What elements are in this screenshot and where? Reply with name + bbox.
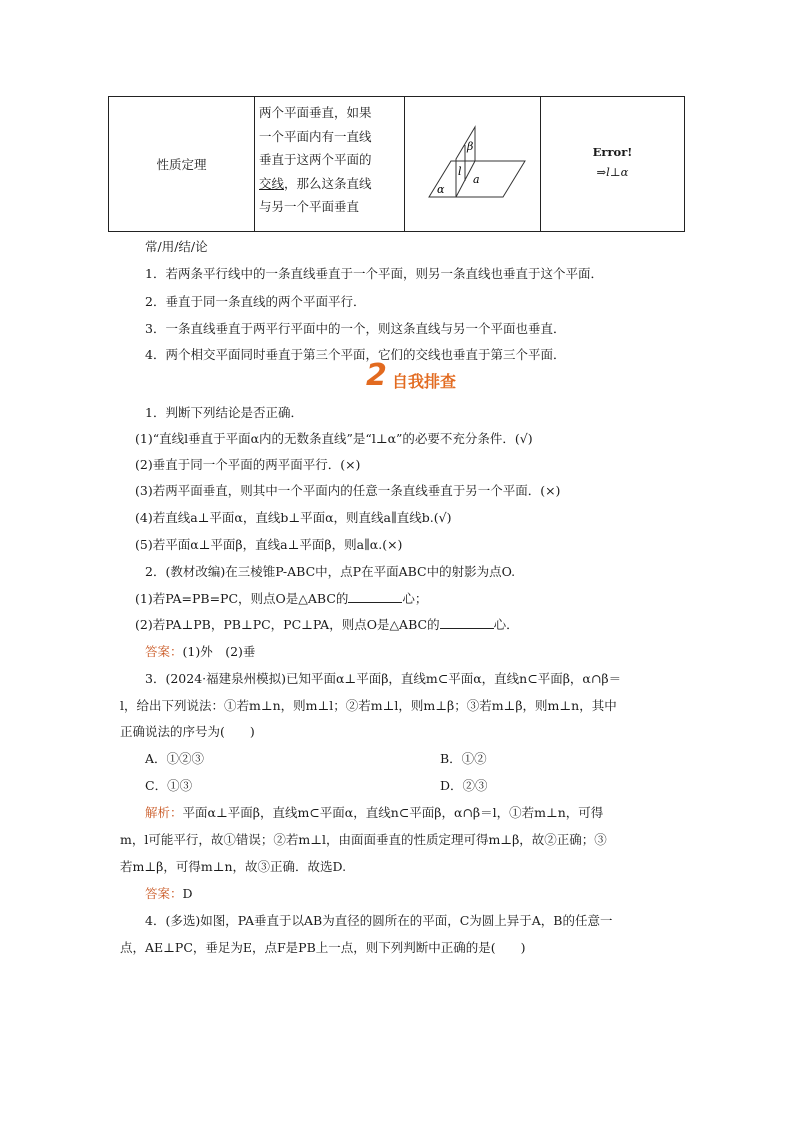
q3-option-d: D．②③ bbox=[440, 778, 488, 793]
conclusions-title: 常/用/结/论 bbox=[145, 239, 208, 254]
q2-answer bbox=[145, 642, 255, 660]
q1-item: (2)垂直于同一个平面的两平面平行．(×) bbox=[135, 457, 361, 472]
q3-line: 正确说法的序号为( ) bbox=[120, 724, 255, 739]
description-line: 垂直于这两个平面的 bbox=[259, 152, 372, 167]
table-result bbox=[541, 97, 684, 231]
q1-stem: 1．判断下列结论是否正确． bbox=[145, 405, 303, 420]
analysis-line: 若m⊥β，可得m⊥n，故③正确．故选D. bbox=[120, 859, 347, 874]
description-line bbox=[259, 172, 399, 196]
q1-item: (5)若平面α⊥平面β，直线a⊥平面β，则a∥α.(×) bbox=[135, 537, 403, 552]
description-line: 与另一个平面垂直 bbox=[259, 199, 360, 214]
q1-item: (3)若两平面垂直，则其中一个平面内的任意一条直线垂直于另一个平面．(×) bbox=[135, 483, 561, 498]
label-a: a bbox=[473, 173, 480, 186]
q3-line: l，给出下列说法：①若m⊥n，则m⊥l；②若m⊥l，则m⊥β；③若m⊥β，则m⊥n，其中 bbox=[120, 698, 617, 713]
conclusion-item: 3．一条直线垂直于两平行平面中的一个，则这条直线与另一个平面也垂直． bbox=[145, 321, 566, 336]
q2-item-1-suffix: 心； bbox=[402, 591, 428, 606]
section-header bbox=[366, 358, 462, 393]
label-alpha: α bbox=[437, 183, 445, 196]
intersection-underlined: 交线 bbox=[259, 175, 285, 191]
description-line: 两个平面垂直，如果 bbox=[259, 105, 372, 120]
result-formula: ⇒l⊥α bbox=[596, 165, 629, 179]
property-table bbox=[108, 96, 685, 232]
q2-stem: 2．(教材改编)在三棱锥P-ABC中，点P在平面ABC中的射影为点O. bbox=[145, 564, 516, 579]
answer-label: 答案： bbox=[145, 644, 183, 659]
q3-analysis bbox=[145, 803, 603, 821]
q4-line: 点，AE⊥PC，垂足为E，点F是PB上一点，则下列判断中正确的是( ) bbox=[120, 940, 526, 955]
result-error: Error! bbox=[592, 145, 633, 159]
q3-answer bbox=[145, 884, 193, 902]
conclusion-item: 1．若两条平行线中的一条直线垂直于一个平面，则另一条直线也垂直于这个平面． bbox=[145, 266, 603, 281]
perpendicular-planes-diagram bbox=[405, 97, 539, 231]
q3-line: 3．(2024·福建泉州模拟)已知平面α⊥平面β，直线m⊂平面α，直线n⊂平面β，α∩β＝ bbox=[145, 671, 622, 686]
q4-line: 4．(多选)如图，PA垂直于以AB为直径的圆所在的平面，C为圆上异于A，B的任意一 bbox=[145, 913, 613, 928]
answer-label: 答案： bbox=[145, 886, 183, 901]
table-description bbox=[259, 101, 399, 219]
analysis-line: 平面α⊥平面β，直线m⊂平面α，直线n⊂平面β，α∩β＝l，①若m⊥n，可得 bbox=[182, 805, 604, 820]
label-l: l bbox=[458, 165, 462, 178]
analysis-line: m，l可能平行，故①错误；②若m⊥l，由面面垂直的性质定理可得m⊥β，故②正确；③ bbox=[120, 832, 607, 847]
description-line: 一个平面内有一直线 bbox=[259, 128, 372, 144]
q3-option-a: A．①②③ bbox=[145, 751, 205, 766]
plane-figure bbox=[405, 97, 539, 231]
label-beta: β bbox=[467, 140, 474, 153]
q2-item-1 bbox=[135, 589, 427, 607]
q1-item: (1)“直线l垂直于平面α内的无数条直线”是“l⊥α”的必要不充分条件．(√) bbox=[135, 431, 533, 446]
table-label: 性质定理 bbox=[156, 157, 207, 172]
q1-item: (4)若直线a⊥平面α，直线b⊥平面α，则直线a∥直线b.(√) bbox=[135, 510, 452, 525]
q2-item-2 bbox=[135, 615, 519, 633]
q3-option-b: B．①② bbox=[440, 751, 487, 766]
table-divider bbox=[254, 97, 255, 231]
answer-text: D bbox=[182, 886, 193, 901]
q3-option-c: C．①③ bbox=[145, 778, 193, 793]
description-line-rest: ，那么这条直线 bbox=[284, 175, 372, 191]
q2-item-1-text: (1)若PA=PB=PC，则点O是△ABC的 bbox=[135, 591, 349, 606]
table-label-cell bbox=[109, 97, 254, 231]
q2-item-2-text: (2)若PA⊥PB，PB⊥PC，PC⊥PA，则点O是△ABC的 bbox=[135, 617, 440, 632]
section-number: 2 bbox=[366, 358, 387, 393]
conclusion-item: 4．两个相交平面同时垂直于第三个平面，它们的交线也垂直于第三个平面． bbox=[145, 347, 566, 362]
q2-item-2-suffix: 心． bbox=[493, 617, 519, 632]
answer-blank bbox=[348, 590, 402, 603]
answer-text: (1)外 (2)垂 bbox=[182, 644, 256, 659]
answer-blank bbox=[440, 616, 494, 629]
section-title: 自我排查 bbox=[392, 372, 457, 391]
conclusion-item: 2．垂直于同一条直线的两个平面平行． bbox=[145, 294, 366, 309]
analysis-label: 解析： bbox=[145, 805, 183, 820]
